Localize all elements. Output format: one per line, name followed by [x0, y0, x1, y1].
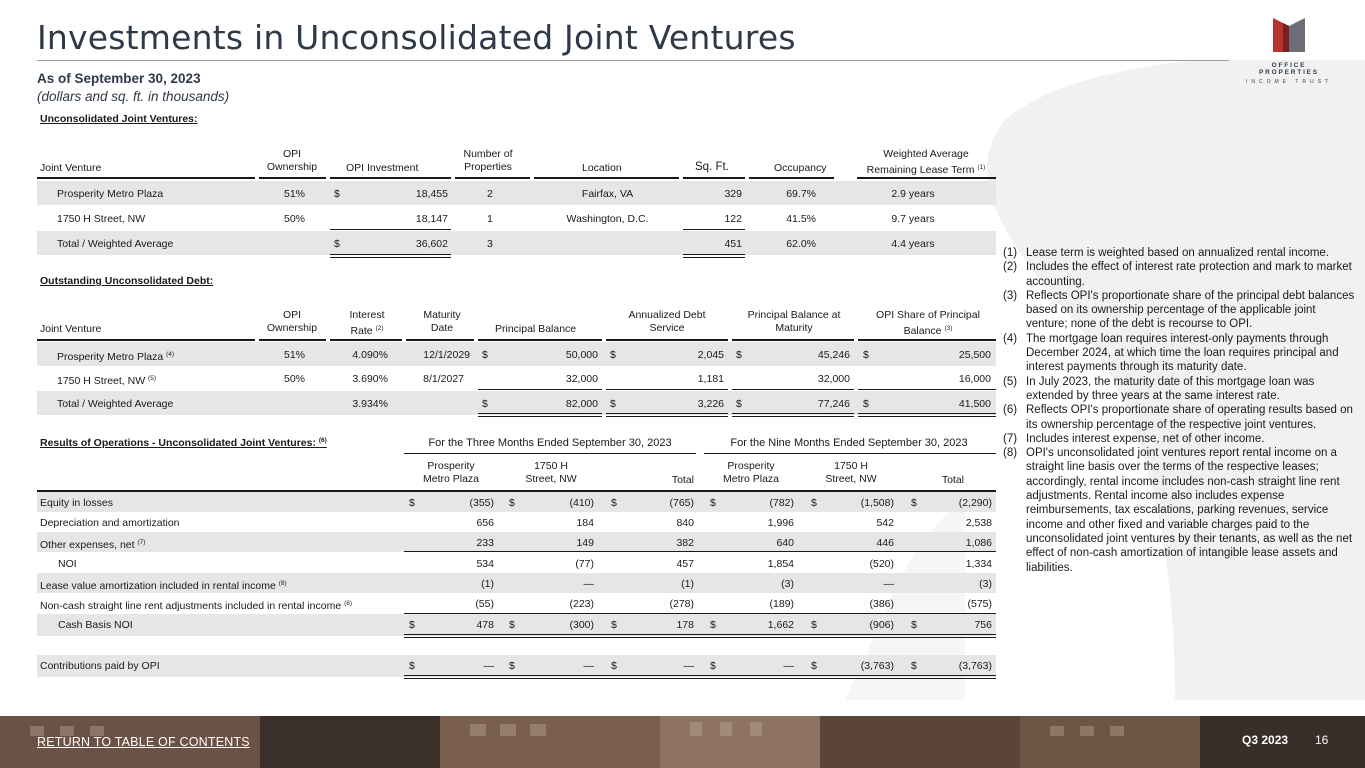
jv-sqft: 451 — [724, 238, 742, 250]
debt-name: 1750 H Street, NW $^{(5)}$ — [57, 375, 156, 387]
ops-row-label: Contributions paid by OPI — [40, 660, 160, 672]
ops-value: (278) — [669, 598, 694, 610]
ops-value: 382 — [676, 537, 694, 549]
debt-header-rate: Interest Rate $^{(2)}$ — [349, 309, 385, 337]
jv-header-properties: Number of Properties — [463, 148, 513, 173]
footnotes — [1003, 246, 1355, 575]
debt-row-shade — [37, 342, 996, 366]
jv-ownership: 50% — [283, 213, 305, 225]
ops-value: (223) — [569, 598, 594, 610]
debt-ownership: 51% — [283, 349, 305, 361]
debt-maturity: 12/1/2029 — [423, 349, 470, 361]
ops-row-label: Cash Basis NOI — [58, 619, 133, 631]
ops-dollar-sign: $ — [911, 619, 917, 631]
ops-subtotal-rule — [404, 551, 996, 552]
jv-header-rule — [455, 177, 530, 179]
jv-header-rule — [683, 177, 745, 179]
jv-name: Total / Weighted Average — [57, 238, 174, 250]
ops-value: 149 — [576, 537, 594, 549]
debt-principal: 50,000 — [565, 349, 598, 361]
debt-dollar: $ — [863, 349, 869, 361]
ops-dollar-sign: $ — [611, 497, 617, 509]
ops-value: 1,086 — [965, 537, 992, 549]
footnote-text: Includes the effect of interest rate protection and mark to market accounting. — [1026, 261, 1352, 288]
jv-header-occupancy: Occupancy — [774, 162, 827, 174]
ops-value: (782) — [769, 497, 794, 509]
ops-value: (300) — [569, 619, 594, 631]
debt-rate: 3.934% — [352, 398, 388, 410]
jv-header-name: Joint Venture — [40, 162, 102, 174]
ops-value: 840 — [676, 517, 694, 529]
jv-header-rule — [37, 177, 255, 179]
jv-row-shade — [37, 231, 996, 255]
debt-header-at-maturity: Principal Balance at Maturity — [747, 309, 841, 334]
ops-dollar-sign: $ — [710, 660, 716, 672]
ops-value: (355) — [469, 497, 494, 509]
debt-header-rule — [478, 339, 602, 341]
logo-name: OFFICE PROPERTIES — [1259, 62, 1319, 76]
jv-header-investment: OPI Investment — [346, 162, 419, 174]
footnote-text: The mortgage loan requires interest-only payments through December 2024, at which time the loan requires principal and interest payments through its maturity date. — [1026, 332, 1339, 374]
debt-header-rule — [37, 339, 255, 341]
debt-share: 16,000 — [958, 373, 991, 385]
debt-share: 41,500 — [958, 398, 991, 410]
jv-occupancy: 41.5% — [786, 213, 816, 225]
ops-header-three-total: Total — [671, 474, 694, 486]
debt-header-name: Joint Venture — [40, 323, 102, 335]
footnote-number: (6) — [1003, 404, 1018, 417]
debt-at-maturity: 32,000 — [817, 373, 850, 385]
ops-header-nine-total: Total — [941, 474, 964, 486]
jv-location: Fairfax, VA — [581, 188, 634, 200]
ops-row-label: Equity in losses — [40, 497, 113, 509]
debt-total-rule — [606, 389, 728, 390]
footnote-number: (2) — [1003, 261, 1018, 274]
ops-value: (386) — [869, 598, 894, 610]
ops-dollar-sign: $ — [710, 497, 716, 509]
debt-header-rule — [406, 339, 474, 341]
ops-value: 1,854 — [767, 558, 794, 570]
jv-sqft: 329 — [724, 188, 742, 200]
ops-row-label: NOI — [58, 558, 77, 570]
footnote-number: (7) — [1003, 432, 1018, 445]
footnote-number: (3) — [1003, 289, 1018, 302]
jv-properties: 1 — [487, 213, 493, 225]
jv-double-rule — [330, 254, 451, 258]
ops-dollar-sign: $ — [911, 497, 917, 509]
debt-section-title: Outstanding Unconsolidated Debt: — [40, 275, 214, 287]
debt-header-service: Annualized Debt Service — [628, 309, 706, 334]
ops-header-three-h: 1750 H Street, NW — [525, 460, 577, 485]
ops-row-label: Non-cash straight line rent adjustments included in rental income $^{(8)}$ — [40, 600, 353, 612]
debt-service: 3,226 — [697, 398, 724, 410]
jv-double-rule — [683, 254, 745, 258]
ops-value: (3) — [979, 578, 992, 590]
footnote-text: Reflects OPI's proportionate share of operating results based on its ownership percentage of the respective joint ventures. — [1026, 404, 1353, 431]
footnote-text: OPI's unconsolidated joint ventures report rental income on a straight line basis over the terms of the respective leases; accordingly, rental income includes non-cash straight line rent adjustments. Rental income also includes expense reimbursements, tax escalations, parking revenues, service income and other fixed and variable charges paid to the unconsolidated joint ventures by their tenants, as well as the net effect of non-cash amortization of intangible lease assets and liabilities. — [1026, 447, 1353, 574]
debt-header-rule — [858, 339, 996, 341]
debt-name: Total / Weighted Average — [57, 398, 174, 410]
title-divider — [37, 60, 1229, 61]
ops-dollar-sign: $ — [509, 660, 515, 672]
ops-value: 656 — [476, 517, 494, 529]
ops-subtotal-rule — [404, 613, 996, 614]
ops-dollar-sign: $ — [811, 619, 817, 631]
debt-header-rule — [259, 339, 326, 341]
footnote-item — [1003, 260, 1355, 289]
debt-dollar: $ — [736, 398, 742, 410]
ops-value: — — [883, 578, 894, 590]
ops-value: — — [483, 660, 494, 672]
footer-bar — [0, 716, 1365, 768]
ops-value: (77) — [575, 558, 594, 570]
debt-header-maturity: Maturity Date — [423, 309, 461, 334]
debt-header-rule — [330, 339, 402, 341]
ops-value: (1) — [681, 578, 694, 590]
debt-double-rule — [732, 413, 854, 417]
debt-principal: 82,000 — [565, 398, 598, 410]
ops-dollar-sign: $ — [611, 660, 617, 672]
debt-dollar: $ — [610, 398, 616, 410]
company-logo — [1243, 14, 1335, 85]
ops-header-nine-h: 1750 H Street, NW — [825, 460, 877, 485]
ops-header-rule — [37, 490, 996, 492]
ops-group-nine-months: For the Nine Months Ended September 30, 2023 — [730, 437, 968, 449]
footnote-text: Lease term is weighted based on annualized rental income. — [1026, 247, 1330, 259]
jv-section-title: Unconsolidated Joint Ventures: — [40, 113, 198, 125]
footnote-item — [1003, 246, 1355, 260]
ops-value: (410) — [569, 497, 594, 509]
footnote-number: (8) — [1003, 447, 1018, 460]
debt-row-shade — [37, 391, 996, 415]
ops-dollar-sign: $ — [811, 497, 817, 509]
debt-at-maturity: 45,246 — [817, 349, 850, 361]
jv-header-ownership: OPI Ownership — [266, 148, 318, 173]
jv-header-rule — [330, 177, 451, 179]
footnote-number: (4) — [1003, 332, 1018, 345]
page-title: Investments in Unconsolidated Joint Ventures — [37, 18, 796, 57]
footnote-item — [1003, 403, 1355, 432]
debt-share: 25,500 — [958, 349, 991, 361]
jv-properties: 2 — [487, 188, 493, 200]
jv-properties: 3 — [487, 238, 493, 250]
ops-value: 640 — [776, 537, 794, 549]
ops-dollar-sign: $ — [409, 497, 415, 509]
debt-service: 2,045 — [697, 349, 724, 361]
jv-occupancy: 62.0% — [786, 238, 816, 250]
ops-value: 478 — [476, 619, 494, 631]
debt-ownership: 50% — [283, 373, 305, 385]
debt-double-rule — [606, 413, 728, 417]
ops-value: 184 — [576, 517, 594, 529]
ops-value: (1) — [481, 578, 494, 590]
ops-dollar-sign: $ — [409, 660, 415, 672]
page-number: 16 — [1315, 733, 1329, 747]
ops-value: (520) — [869, 558, 894, 570]
footnote-text: Includes interest expense, net of other income. — [1026, 432, 1265, 445]
jv-row-shade — [37, 181, 996, 205]
debt-dollar: $ — [863, 398, 869, 410]
return-to-toc-link[interactable]: RETURN TO TABLE OF CONTENTS — [37, 735, 250, 749]
ops-value: (3,763) — [860, 660, 894, 672]
ops-group-three-months: For the Three Months Ended September 30, 2023 — [428, 437, 672, 449]
jv-occupancy: 69.7% — [786, 188, 816, 200]
jv-location: Washington, D.C. — [566, 213, 649, 225]
ops-group-rule — [704, 453, 996, 454]
ops-value: 542 — [876, 517, 894, 529]
footnote-item — [1003, 332, 1355, 375]
jv-investment: 36,602 — [415, 238, 448, 250]
ops-double-rule — [404, 634, 996, 638]
debt-dollar: $ — [482, 349, 488, 361]
ops-value: (2,290) — [958, 497, 992, 509]
footnote-item — [1003, 289, 1355, 332]
debt-name: Prosperity Metro Plaza $^{(4)}$ — [57, 351, 175, 363]
debt-dollar: $ — [482, 398, 488, 410]
jv-header-rule — [857, 177, 996, 179]
ops-dollar-sign: $ — [710, 619, 716, 631]
ops-value: — — [783, 660, 794, 672]
ops-dollar-sign: $ — [811, 660, 817, 672]
units-note: (dollars and sq. ft. in thousands) — [37, 89, 230, 104]
ops-value: (55) — [475, 598, 494, 610]
ops-header-three-pmp: Prosperity Metro Plaza — [422, 460, 480, 485]
jv-lease-term: 9.7 years — [891, 213, 935, 225]
footnote-text: In July 2023, the maturity date of this mortgage loan was extended by three years at the same interest rate. — [1026, 375, 1315, 402]
jv-header-lease-term: Weighted Average Remaining Lease Term $^{(1)}$ — [866, 148, 986, 176]
jv-total-rule — [683, 229, 745, 230]
ops-value: — — [683, 660, 694, 672]
logo-mark-icon — [1269, 14, 1309, 54]
debt-dollar: $ — [736, 349, 742, 361]
debt-header-ownership: OPI Ownership — [266, 309, 318, 334]
debt-rate: 3.690% — [352, 373, 388, 385]
logo-subtitle: INCOME TRUST — [1246, 79, 1332, 85]
ops-row-label: Lease value amortization included in rental income $^{(8)}$ — [40, 580, 287, 592]
ops-double-rule — [404, 675, 996, 679]
debt-maturity: 8/1/2027 — [423, 373, 464, 385]
debt-principal: 32,000 — [565, 373, 598, 385]
footnote-item — [1003, 375, 1355, 404]
quarter-label: Q3 2023 — [1242, 733, 1289, 747]
debt-header-principal: Principal Balance — [495, 323, 577, 335]
jv-total-rule — [330, 229, 451, 230]
ops-value: 756 — [974, 619, 992, 631]
ops-value: 457 — [676, 558, 694, 570]
jv-sqft: 122 — [724, 213, 742, 225]
jv-lease-term: 4.4 years — [891, 238, 935, 250]
jv-header-sqft: Sq. Ft. — [695, 161, 729, 173]
debt-header-rule — [606, 339, 728, 341]
jv-ownership: 51% — [283, 188, 305, 200]
ops-value: (1,508) — [860, 497, 894, 509]
ops-dollar-sign: $ — [509, 619, 515, 631]
footnote-number: (5) — [1003, 375, 1018, 388]
ops-header-nine-pmp: Prosperity Metro Plaza — [722, 460, 780, 485]
ops-value: (3,763) — [958, 660, 992, 672]
ops-dollar-sign: $ — [509, 497, 515, 509]
ops-value: 1,334 — [965, 558, 992, 570]
ops-dollar-sign: $ — [409, 619, 415, 631]
jv-name: Prosperity Metro Plaza — [57, 188, 164, 200]
ops-value: 446 — [876, 537, 894, 549]
ops-value: 534 — [476, 558, 494, 570]
footnote-item — [1003, 432, 1355, 446]
ops-value: 1,662 — [767, 619, 794, 631]
ops-value: — — [583, 578, 594, 590]
ops-row-label: Depreciation and amortization — [40, 517, 180, 529]
ops-section-title: Results of Operations - Unconsolidated Joint Ventures: $^{(6)}$ — [40, 437, 327, 449]
jv-header-rule — [749, 177, 834, 179]
ops-value: (765) — [669, 497, 694, 509]
debt-header-share: OPI Share of Principal Balance $^{(3)}$ — [876, 309, 980, 337]
debt-total-rule — [478, 389, 602, 390]
ops-value: — — [583, 660, 594, 672]
jv-dollar: $ — [334, 238, 340, 250]
ops-value: 178 — [676, 619, 694, 631]
debt-total-rule — [858, 389, 996, 390]
footnote-text: Reflects OPI's proportionate share of the principal debt balances based on its ownership percentage of the applicable joint venture; none of the debt is recourse to OPI. — [1026, 289, 1355, 331]
debt-total-rule — [732, 389, 854, 390]
jv-dollar: $ — [334, 188, 340, 200]
as-of-date: As of September 30, 2023 — [37, 71, 201, 86]
ops-row-label: Other expenses, net $^{(7)}$ — [40, 539, 146, 551]
jv-investment: 18,147 — [415, 213, 448, 225]
ops-dollar-sign: $ — [611, 619, 617, 631]
ops-value: 2,538 — [965, 517, 992, 529]
ops-value: (3) — [781, 578, 794, 590]
jv-header-location: Location — [582, 162, 622, 174]
debt-double-rule — [858, 413, 996, 417]
ops-value: 233 — [476, 537, 494, 549]
ops-value: (906) — [869, 619, 894, 631]
ops-value: (189) — [769, 598, 794, 610]
ops-value: 1,996 — [767, 517, 794, 529]
debt-double-rule — [478, 413, 602, 417]
ops-group-rule — [404, 453, 696, 454]
jv-name: 1750 H Street, NW — [57, 213, 146, 225]
debt-service: 1,181 — [697, 373, 724, 385]
debt-dollar: $ — [610, 349, 616, 361]
ops-value: (575) — [967, 598, 992, 610]
footnote-number: (1) — [1003, 247, 1018, 259]
jv-header-rule — [534, 177, 679, 179]
debt-rate: 4.090% — [352, 349, 388, 361]
debt-at-maturity: 77,246 — [817, 398, 850, 410]
jv-lease-term: 2.9 years — [891, 188, 935, 200]
debt-header-rule — [732, 339, 854, 341]
footnote-item — [1003, 446, 1355, 575]
jv-header-rule — [259, 177, 326, 179]
jv-investment: 18,455 — [415, 188, 448, 200]
ops-dollar-sign: $ — [911, 660, 917, 672]
